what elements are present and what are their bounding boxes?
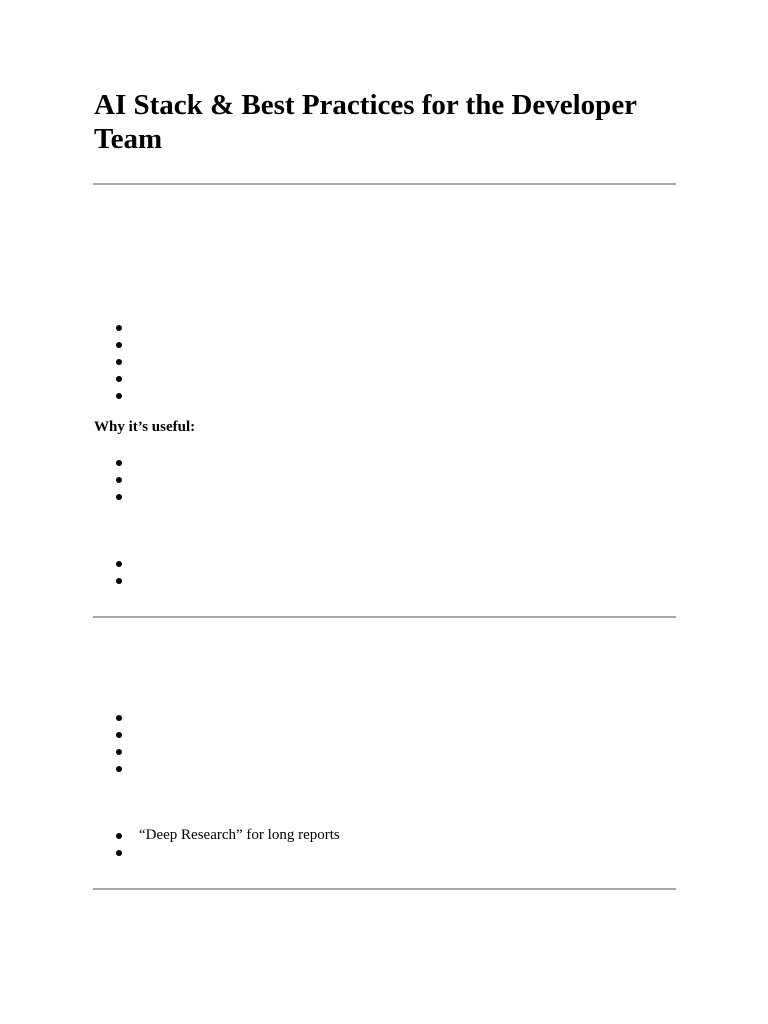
bullet-icon bbox=[116, 715, 122, 721]
page-title: AI Stack & Best Practices for the Developer Team bbox=[94, 89, 637, 155]
bullet-icon bbox=[116, 850, 122, 856]
bullet-icon bbox=[116, 325, 122, 331]
bullet-icon bbox=[116, 833, 122, 839]
bullet-icon bbox=[116, 578, 122, 584]
section-divider bbox=[93, 183, 676, 185]
bullet-icon bbox=[116, 766, 122, 772]
bullet-icon bbox=[116, 376, 122, 382]
bullet-icon bbox=[116, 477, 122, 483]
bullet-icon bbox=[116, 342, 122, 348]
bullet-icon bbox=[116, 561, 122, 567]
bullet-icon bbox=[116, 732, 122, 738]
section-subheading: Why it’s useful: bbox=[94, 419, 196, 435]
bullet-icon bbox=[116, 494, 122, 500]
bullet-icon bbox=[116, 460, 122, 466]
bullet-icon bbox=[116, 393, 122, 399]
list-item-text: “Deep Research” for long reports bbox=[139, 827, 340, 843]
section-divider bbox=[93, 616, 676, 618]
bullet-icon bbox=[116, 749, 122, 755]
bullet-icon bbox=[116, 359, 122, 365]
section-divider bbox=[93, 888, 676, 890]
